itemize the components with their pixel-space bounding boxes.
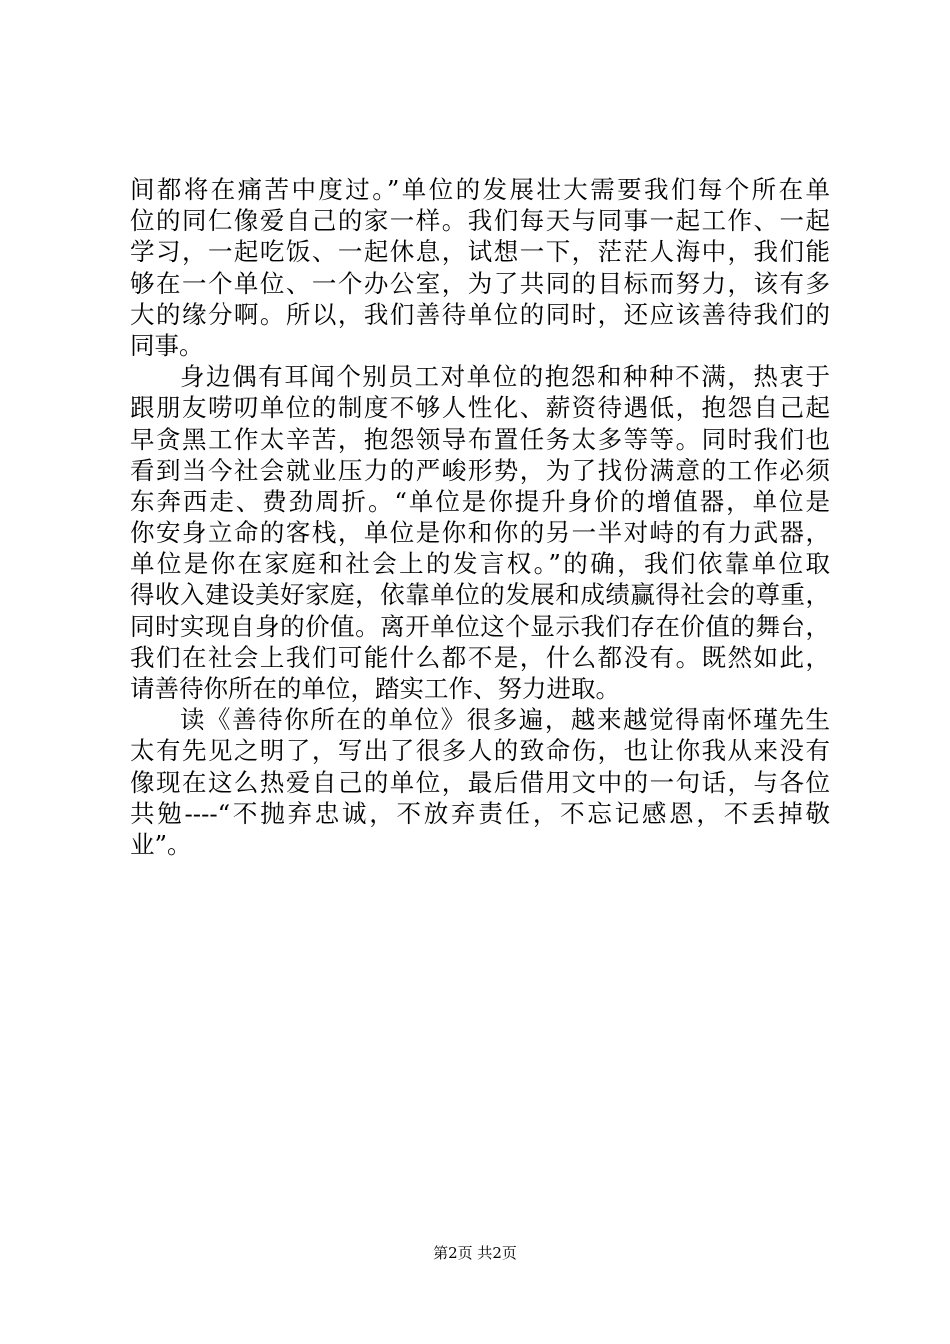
text-line: 间都将在痛苦中度过。”单位的发展壮大需要我们每个所在单 xyxy=(130,175,830,204)
text-line: 像现在这么热爱自己的单位，最后借用文中的一句话，与各位 xyxy=(130,767,830,797)
text-line: 学习，一起吃饭、一起休息，试想一下，茫茫人海中，我们能 xyxy=(130,237,830,267)
text-line: 得收入建设美好家庭，依靠单位的发展和成绩赢得社会的尊重， xyxy=(130,580,830,610)
text-line: 读《善待你所在的单位》很多遍，越来越觉得南怀瑾先生 xyxy=(180,705,830,735)
body-text xyxy=(130,174,830,860)
text-line: 东奔西走、费劲周折。“单位是你提升身价的增值器，单位是 xyxy=(130,486,830,516)
text-line: 你安身立命的客栈，单位是你和你的另一半对峙的有力武器， xyxy=(130,518,830,548)
text-line: 位的同仁像爱自己的家一样。我们每天与同事一起工作、一起 xyxy=(130,206,830,236)
page-footer: 第2页 共2页 xyxy=(433,1244,517,1262)
text-line: 跟朋友唠叨单位的制度不够人性化、薪资待遇低，抱怨自己起 xyxy=(130,393,830,423)
text-line: 同时实现自身的价值。离开单位这个显示我们存在价值的舞台， xyxy=(130,611,830,641)
text-line: 单位是你在家庭和社会上的发言权。”的确，我们依靠单位取 xyxy=(130,549,830,579)
text-line: 同事。 xyxy=(130,330,204,360)
text-line: 够在一个单位、一个办公室，为了共同的目标而努力，该有多 xyxy=(130,268,830,298)
text-line: 身边偶有耳闻个别员工对单位的抱怨和种种不满，热衷于 xyxy=(180,362,830,392)
text-line: 我们在社会上我们可能什么都不是，什么都没有。既然如此， xyxy=(130,642,830,672)
text-line: 早贪黑工作太辛苦，抱怨领导布置任务太多等等。同时我们也 xyxy=(130,424,830,454)
text-line: 太有先见之明了，写出了很多人的致命伤，也让你我从来没有 xyxy=(130,736,830,766)
text-line: 大的缘分啊。所以，我们善待单位的同时，还应该善待我们的 xyxy=(130,299,830,329)
text-line: 请善待你所在的单位，踏实工作、努力进取。 xyxy=(130,674,620,703)
text-line: 共勉----“不抛弃忠诚，不放弃责任，不忘记感恩，不丢掉敬 xyxy=(130,798,830,828)
text-line: 看到当今社会就业压力的严峻形势，为了找份满意的工作必须 xyxy=(130,455,830,485)
text-line: 业”。 xyxy=(130,829,192,859)
